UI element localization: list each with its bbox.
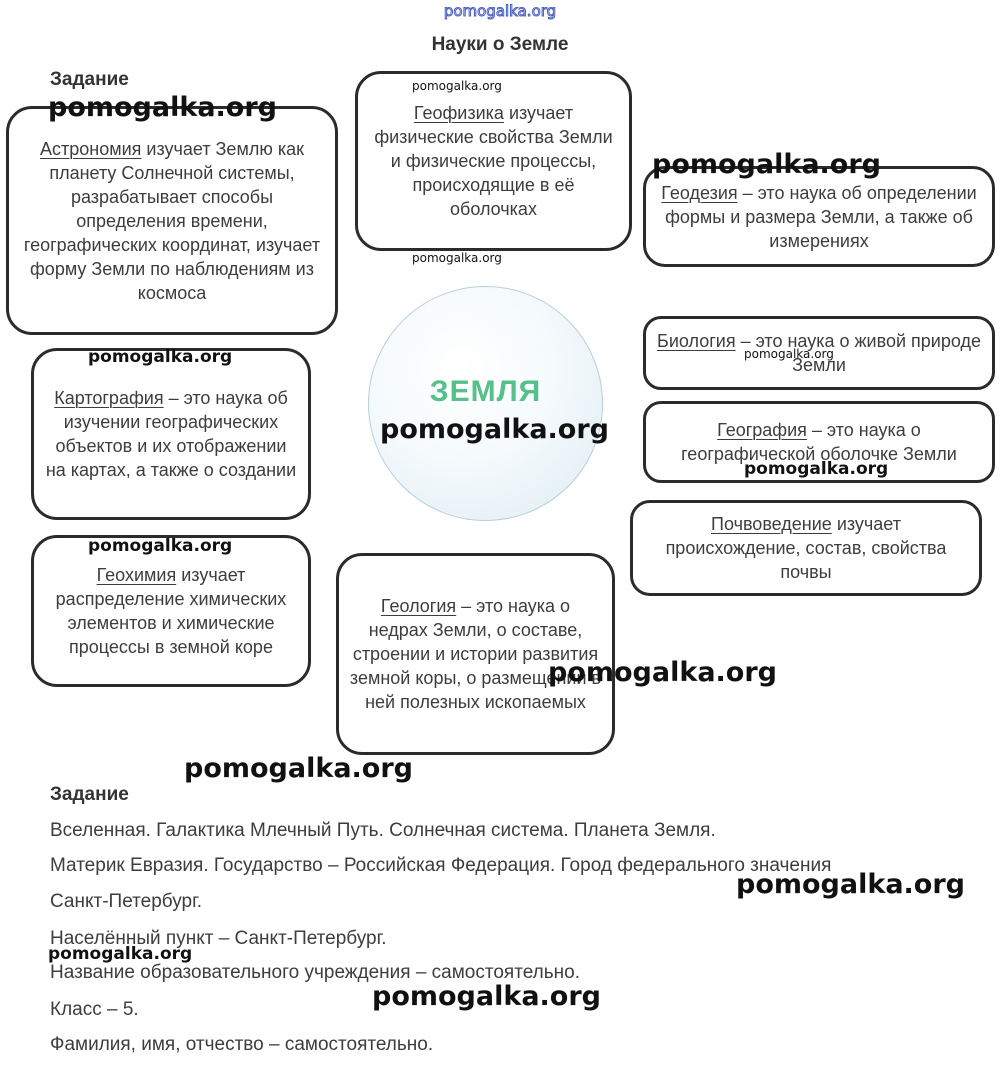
watermark: pomogalka.org <box>412 79 502 93</box>
site-watermark-top: pomogalka.org <box>443 2 557 20</box>
watermark: pomogalka.org <box>744 347 834 361</box>
desc-geology: – это наука о недрах Земли, о составе, строении и истории развития земной коры, о размещении в ней полезных ископаемых <box>349 596 602 712</box>
answer-line-6: Класс – 5. <box>50 999 139 1020</box>
watermark: pomogalka.org <box>88 347 233 367</box>
term-geology: Геология <box>380 596 457 616</box>
box-geodesy <box>643 166 995 267</box>
watermark: pomogalka.org <box>88 536 233 556</box>
center-earth-label: ЗЕМЛЯ <box>429 374 542 408</box>
box-cartography <box>31 348 311 520</box>
watermark: pomogalka.org <box>652 149 881 180</box>
answer-line-5: Название образовательного учреждения – самостоятельно. <box>50 962 580 983</box>
desc-cartography: – это наука об изучении географических объектов и их отображении на картах, а также о создании <box>45 388 297 480</box>
watermark: pomogalka.org <box>380 414 609 445</box>
box-soil-science <box>630 500 982 596</box>
term-geography: География <box>717 420 807 440</box>
diagram-title: Науки о Земле <box>431 34 569 55</box>
watermark: pomogalka.org <box>48 92 277 123</box>
term-astronomy: Астрономия <box>40 138 142 159</box>
task-label-1: Задание <box>50 69 129 90</box>
term-cartography: Картография <box>54 388 164 408</box>
box-geochemistry <box>31 535 311 687</box>
watermark: pomogalka.org <box>736 869 965 900</box>
task-label-2: Задание <box>50 784 129 805</box>
watermark: pomogalka.org <box>48 944 193 964</box>
box-geology <box>336 553 615 755</box>
desc-geography: – это наука о географической оболочке Земли <box>681 420 957 464</box>
watermark: pomogalka.org <box>412 251 502 265</box>
box-geophysics <box>355 71 632 251</box>
box-astronomy <box>6 106 338 335</box>
answer-line-3: Санкт-Петербург. <box>50 891 202 912</box>
answer-line-4: Населённый пункт – Санкт-Петербург. <box>50 928 387 949</box>
desc-biology: – это наука о живой природе Земли <box>735 331 981 375</box>
watermark: pomogalka.org <box>548 657 777 688</box>
term-biology: Биология <box>657 331 736 351</box>
term-geophysics: Геофизика <box>413 103 504 123</box>
desc-geodesy: – это наука об определении формы и размера Земли, а также об измерениях <box>665 182 977 251</box>
answer-line-1: Вселенная. Галактика Млечный Путь. Солнечная система. Планета Земля. <box>50 820 716 841</box>
term-geochemistry: Геохимия <box>96 565 177 585</box>
desc-geophysics: изучает физические свойства Земли и физические процессы, происходящие в её оболочках <box>374 103 613 219</box>
answer-line-2: Материк Евразия. Государство – Российская Федерация. Город федерального значения <box>50 855 832 876</box>
center-earth-circle <box>368 286 603 521</box>
desc-astronomy: изучает Землю как планету Солнечной системы, разрабатывает способы определения времени, географических координат, изучает форму Земли по наблюдениям из космоса <box>23 138 321 303</box>
watermark: pomogalka.org <box>372 981 601 1012</box>
term-soil-science: Почвоведение <box>711 514 832 534</box>
term-geodesy: Геодезия <box>661 182 738 203</box>
watermark: pomogalka.org <box>184 753 413 784</box>
answer-line-7: Фамилия, имя, отчество – самостоятельно. <box>50 1034 434 1055</box>
desc-soil-science: изучает происхождение, состав, свойства почвы <box>665 514 947 582</box>
desc-geochemistry: изучает распределение химических элементов и химические процессы в земной коре <box>55 565 287 657</box>
watermark: pomogalka.org <box>744 459 889 479</box>
